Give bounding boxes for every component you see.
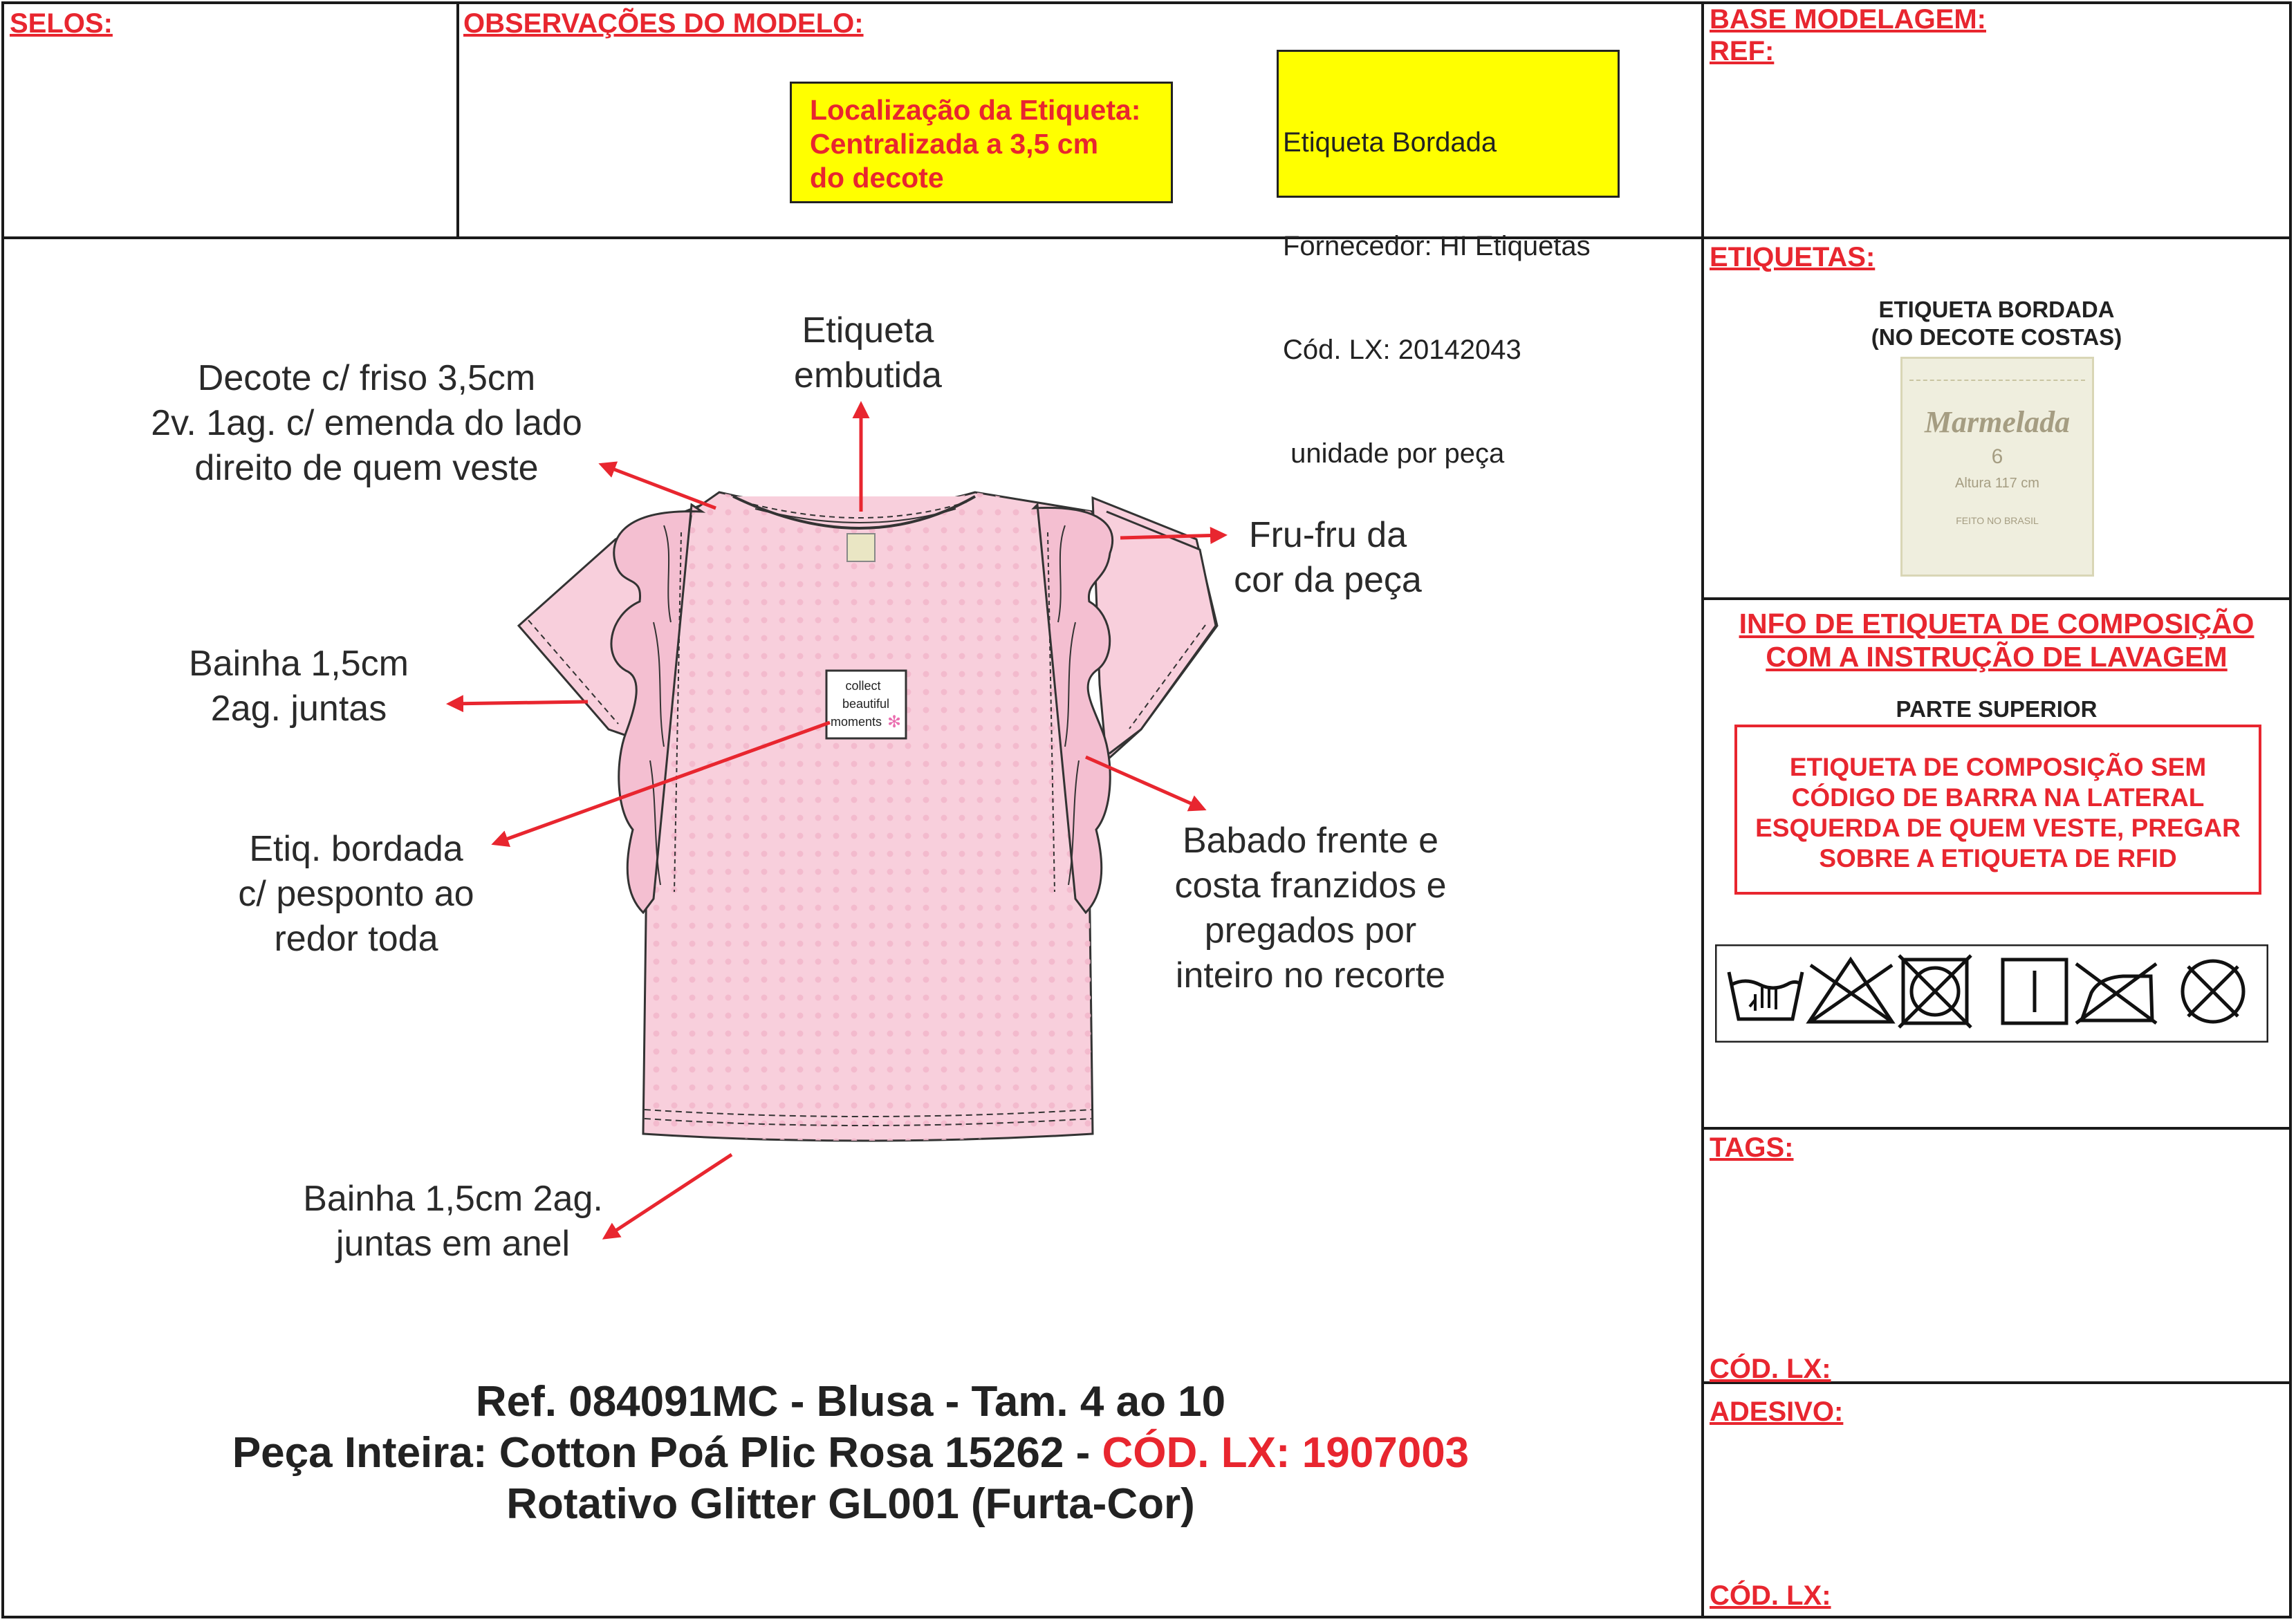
location-line: Centralizada a 3,5 cm xyxy=(810,128,1099,160)
neck-tag xyxy=(847,534,875,561)
location-line: do decote xyxy=(810,162,944,194)
info-composicao-label: INFO DE ETIQUETA DE COMPOSIÇÃO COM A INSTRUÇÃO DE LAVAGEM xyxy=(1739,608,2255,673)
spec-line-3: Rotativo Glitter GL001 (Furta-Cor) xyxy=(506,1480,1195,1528)
adesivo-label: ADESIVO: xyxy=(1710,1397,1844,1427)
callout-babado: Babado frente e costa franzidos e pregados por inteiro no recorte xyxy=(1174,821,1447,996)
supplier-line: unidade por peça xyxy=(1283,438,1505,469)
patch-text: moments xyxy=(830,715,882,729)
etiqueta-bordada-title: ETIQUETA BORDADA (NO DECOTE COSTAS) xyxy=(1871,297,2122,350)
callout-decote: Decote c/ friso 3,5cm 2v. 1ag. c/ emenda do lado direito de quem veste xyxy=(151,358,582,488)
tags-label: TAGS: xyxy=(1710,1132,1794,1163)
label-footer: FEITO NO BRASIL xyxy=(1956,515,2039,526)
observacoes-label: OBSERVAÇÕES DO MODELO: xyxy=(463,8,864,39)
base-modelagem-label: BASE MODELAGEM: xyxy=(1710,4,1986,35)
supplier-line: Fornecedor: HI Etiquetas xyxy=(1283,231,1591,261)
patch-text: collect xyxy=(845,679,881,693)
selos-label: SELOS: xyxy=(10,8,113,39)
callout-bainha-manga: Bainha 1,5cm 2ag. juntas xyxy=(189,644,409,729)
arrow-bainha-manga xyxy=(450,702,588,704)
fabric-description: Peça Inteira: Cotton Poá Plic Rosa 15262 - xyxy=(232,1429,1102,1477)
ref-label: REF: xyxy=(1710,36,1775,66)
label-brand: Marmelada xyxy=(1924,405,2071,439)
callout-etiqueta-embutida: Etiqueta embutida xyxy=(794,310,942,395)
parte-superior-label: PARTE SUPERIOR xyxy=(1896,696,2098,722)
callout-bainha-barra: Bainha 1,5cm 2ag. juntas em anel xyxy=(303,1179,603,1264)
location-line: Localização da Etiqueta: xyxy=(810,94,1141,126)
patch-text: beautiful xyxy=(842,697,890,711)
label-size: 6 xyxy=(1991,445,2003,468)
woven-label-image xyxy=(1900,357,2094,577)
embroidered-patch xyxy=(826,671,906,738)
callout-etiq-bordada: Etiq. bordada c/ pesponto ao redor toda xyxy=(238,829,474,959)
callout-frufru: Fru-fru da cor da peça xyxy=(1234,515,1422,600)
arrow-decote xyxy=(602,465,716,508)
etiquetas-label: ETIQUETAS: xyxy=(1710,242,1876,272)
cod-lx-adesivo-label: CÓD. LX: xyxy=(1710,1580,1831,1611)
cod-lx-tags-label: CÓD. LX: xyxy=(1710,1354,1831,1384)
care-symbols-strip xyxy=(1715,944,2268,1043)
spec-line-1: Ref. 084091MC - Blusa - Tam. 4 ao 10 xyxy=(475,1378,1226,1426)
supplier-line: Cód. LX: 20142043 xyxy=(1283,335,1521,365)
flower-icon: ✻ xyxy=(887,713,902,731)
label-height: Altura 117 cm xyxy=(1955,476,2039,491)
no-tumble-dry-icon xyxy=(1899,955,1971,1027)
composicao-instructions-box: ETIQUETA DE COMPOSIÇÃO SEM CÓDIGO DE BARRA NA LATERAL ESQUERDA DE QUEM VESTE, PREGAR SOBRE A ETIQUETA DE RFID xyxy=(1734,725,2261,895)
fabric-code: CÓD. LX: 1907003 xyxy=(1102,1429,1470,1477)
supplier-line: Etiqueta Bordada xyxy=(1283,127,1497,158)
spec-line-2 xyxy=(0,1427,1701,1480)
